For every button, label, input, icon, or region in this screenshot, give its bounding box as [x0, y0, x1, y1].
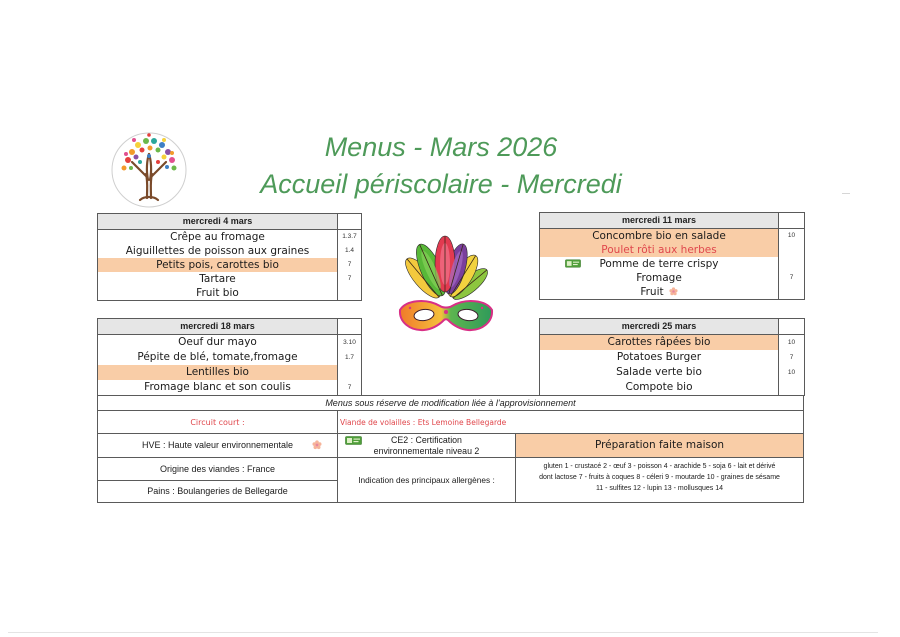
- allergen-column-header: [779, 319, 804, 334]
- allergen-codes: 10: [787, 369, 796, 376]
- dish-name: Aiguillettes de poisson aux graines: [98, 244, 338, 258]
- dish-name: Salade verte bio: [540, 365, 779, 380]
- page-title: Menus - Mars 2026: [324, 132, 558, 162]
- menu-row: [540, 257, 804, 271]
- menu-row: [98, 380, 361, 395]
- allergen-codes: 1.7: [344, 354, 355, 361]
- menu-header-row: [540, 319, 804, 335]
- menu-row: [540, 271, 804, 285]
- menu-row: [98, 244, 361, 258]
- menu-table-week-1: [97, 213, 362, 301]
- allergen-codes: 1.3.7: [342, 233, 357, 240]
- dish-name: Petits pois, carottes bio: [98, 258, 338, 272]
- menu-table-week-3: [97, 318, 362, 396]
- menu-change-notice: Menus sous réserve de modification liée à l'approvisionnement: [97, 395, 804, 411]
- allergens-list: [516, 458, 803, 502]
- meat-origin: Origine des viandes : France: [98, 458, 337, 480]
- allergens-line: 11 - sulfites 12 - lupin 13 - mollusques 14: [595, 485, 724, 492]
- menu-row: [540, 350, 804, 365]
- menu-table-week-2: [539, 212, 805, 300]
- menu-table-week-4: [539, 318, 805, 396]
- page-bottom-rule: [8, 632, 878, 633]
- tree-logo: [106, 130, 192, 210]
- allergen-codes: 10: [787, 339, 796, 346]
- menu-row: [98, 365, 361, 380]
- allergens-line: dont lactose 7 - fruits à coques 8 - céleri 9 - moutarde 10 - graines de sésame: [539, 474, 780, 481]
- dish-name: Potatoes Burger: [540, 350, 779, 365]
- allergens-line: gluten 1 - crustacé 2 - œuf 3 - poisson 4 - arachide 5 - soja 6 - lait et dérivé: [543, 463, 776, 470]
- menu-row: [98, 272, 361, 286]
- carnival-mask-icon: [394, 234, 498, 334]
- dish-name: Fruit bio: [98, 286, 338, 300]
- homemade-label: Préparation faite maison: [516, 434, 803, 457]
- dish-name: Fromage: [540, 271, 779, 285]
- allergen-codes: 7: [347, 384, 352, 391]
- dish-name: Concombre bio en salade: [540, 229, 779, 243]
- menu-row: [98, 350, 361, 365]
- dish-name: Fromage blanc et son coulis: [98, 380, 338, 395]
- allergen-codes: [338, 365, 361, 380]
- menu-header-row: [540, 213, 804, 229]
- allergen-codes: 3.10: [343, 339, 356, 346]
- dish-name: Pomme de terre crispy: [599, 258, 719, 270]
- hve-label: HVE : Haute valeur environnementale: [141, 440, 294, 450]
- menu-row: [98, 335, 361, 350]
- allergen-column-header: [779, 213, 804, 228]
- menu-header-row: [98, 319, 361, 335]
- dish-name: Pépite de blé, tomate,fromage: [98, 350, 338, 365]
- menu-day-heading: mercredi 4 mars: [98, 214, 338, 229]
- allergen-codes: [779, 285, 804, 299]
- allergens-label: Indication des principaux allergènes :: [338, 458, 515, 502]
- allergen-codes: 10: [787, 232, 796, 239]
- tree-logo-icon: [106, 130, 192, 210]
- hve-flower-icon: [312, 440, 322, 450]
- menu-row: [540, 229, 804, 243]
- allergen-codes: 7: [347, 261, 352, 268]
- hve-flower-icon: [669, 287, 678, 296]
- ce2-label-icon: [565, 259, 581, 268]
- menu-header-row: [98, 214, 361, 230]
- menu-day-heading: mercredi 25 mars: [540, 319, 779, 334]
- bread-origin: Pains : Boulangeries de Bellegarde: [98, 481, 337, 502]
- menu-day-heading: mercredi 11 mars: [540, 213, 779, 228]
- allergen-codes: 7: [789, 354, 794, 361]
- legend-table: [97, 410, 804, 503]
- menu-row: [98, 258, 361, 272]
- dish-name: Compote bio: [540, 380, 779, 395]
- allergen-codes: 1.4: [344, 247, 355, 254]
- menu-row: [540, 285, 804, 299]
- dish-name: Lentilles bio: [98, 365, 338, 380]
- menu-row: [540, 335, 804, 350]
- allergen-column-header: [338, 214, 361, 229]
- scan-mark: [842, 193, 850, 194]
- ce2-label-icon: [345, 436, 362, 445]
- dish-name: Carottes râpées bio: [540, 335, 779, 350]
- dish-name: Crêpe au fromage: [98, 230, 338, 244]
- allergen-codes: [779, 380, 804, 395]
- menu-row: [98, 230, 361, 244]
- dish-name-circuit-court: Poulet rôti aux herbes: [540, 243, 779, 257]
- circuit-court-value: Viande de volailles : Ets Lemoine Bellegarde: [338, 411, 803, 433]
- dish-cell: [540, 257, 779, 271]
- hve-cell: [98, 434, 337, 457]
- allergen-codes: [779, 257, 804, 271]
- dish-name: Oeuf dur mayo: [98, 335, 338, 350]
- circuit-court-label: Circuit court :: [98, 411, 337, 433]
- allergen-codes: [338, 286, 361, 300]
- ce2-label: CE2 : Certification environnementale niveau 2: [373, 434, 480, 456]
- allergen-column-header: [338, 319, 361, 334]
- allergen-codes: 7: [789, 274, 794, 281]
- menu-row: [540, 365, 804, 380]
- dish-name: Fruit: [640, 286, 664, 298]
- page-subtitle: Accueil périscolaire - Mercredi: [260, 169, 622, 199]
- carnival-mask-illustration: [394, 234, 498, 334]
- dish-cell: [540, 285, 779, 299]
- menu-row: [540, 380, 804, 395]
- menu-day-heading: mercredi 18 mars: [98, 319, 338, 334]
- ce2-cell: [338, 434, 515, 457]
- menu-row: [98, 286, 361, 300]
- menu-row: [540, 243, 804, 257]
- allergen-codes: [779, 243, 804, 257]
- dish-name: Tartare: [98, 272, 338, 286]
- allergen-codes: 7: [347, 275, 352, 282]
